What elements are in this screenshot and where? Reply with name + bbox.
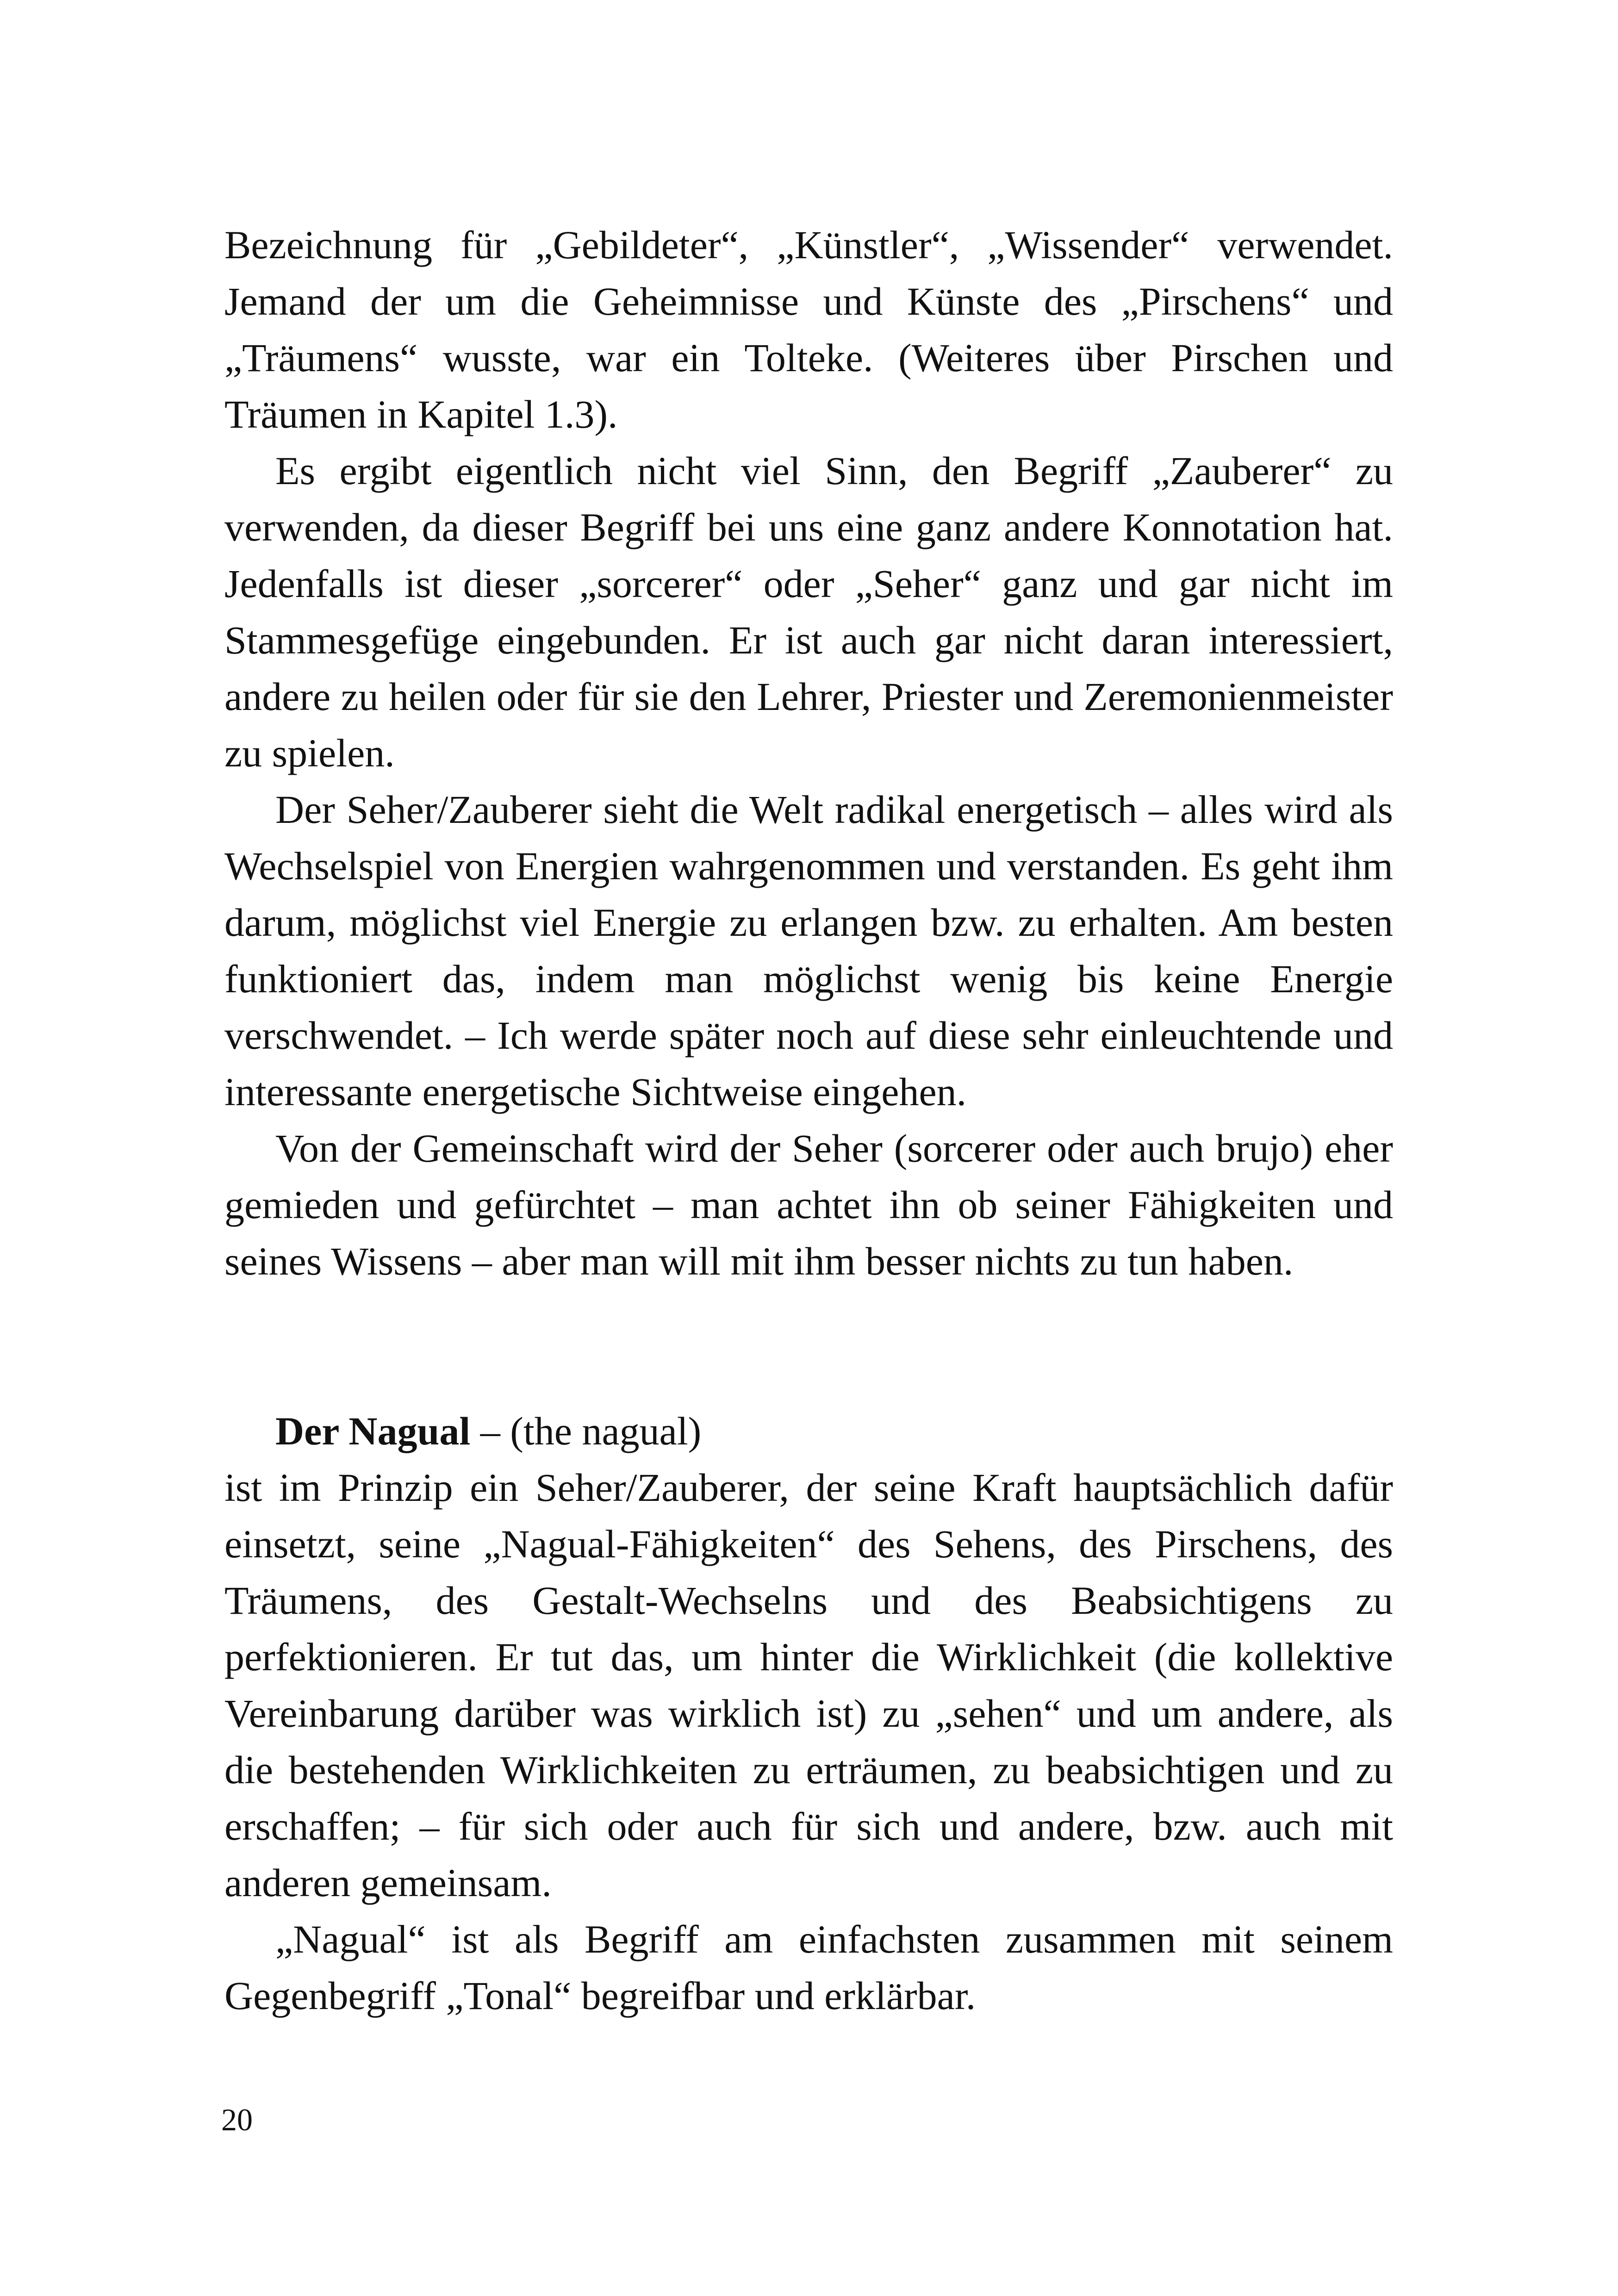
paragraph: „Nagual“ ist als Begriff am einfachsten zusammen mit seinem Gegenbegriff „Tonal“ begreifbar und erklärbar.	[224, 1917, 1393, 2018]
section-heading-title: Der Nagual	[275, 1409, 471, 1453]
page-number: 20	[221, 2102, 253, 2137]
paragraph: Von der Gemeinschaft wird der Seher (sorcerer oder auch brujo) eher gemieden und gefürchtet – man achtet ihn ob seiner Fähigkeiten und seines Wissens – aber man will mit ihm besser nichts zu tun haben.	[224, 1126, 1393, 1283]
section-heading-subtitle: – (the nagual)	[470, 1409, 702, 1453]
paragraph: ist im Prinzip ein Seher/Zauberer, der seine Kraft hauptsächlich dafür einsetzt, seine „Nagual-Fähigkeiten“ des Sehens, des Pirschens, des Träumens, des Gestalt-Wechselns und des Beabsichtigens zu perfektionieren. Er tut das, um hinter die Wirklichkeit (die kollektive Vereinbarung darüber was wirklich ist) zu „sehen“ und um andere, als die bestehenden Wirklichkeiten zu erträumen, zu beabsichtigen und zu erschaffen; – für sich oder auch für sich und andere, bzw. auch mit anderen gemeinsam.	[224, 1465, 1393, 1905]
section-heading	[224, 1403, 1393, 1459]
paragraph: Bezeichnung für „Gebildeter“, „Künstler“, „Wissender“ verwendet. Jemand der um die Geheimnisse und Künste des „Pirschens“ und „Träumens“ wusste, war ein Tolteke. (Weiteres über Pirschen und Träumen in Kapitel 1.3).	[224, 223, 1393, 436]
paragraph: Es ergibt eigentlich nicht viel Sinn, den Begriff „Zauberer“ zu verwenden, da dieser Begriff bei uns eine ganz andere Konnotation hat. Jedenfalls ist dieser „sorcerer“ oder „Seher“ ganz und gar nicht im Stammesgefüge eingebunden. Er ist auch gar nicht daran interessiert, andere zu heilen oder für sie den Lehrer, Priester und Zeremonienmeister zu spielen.	[224, 448, 1393, 775]
paragraph: Der Seher/Zauberer sieht die Welt radikal energetisch – alles wird als Wechselspiel von Energien wahrgenommen und verstanden. Es geht ihm darum, möglichst viel Energie zu erlangen bzw. zu erhalten. Am besten funktioniert das, indem man möglichst wenig bis keine Energie verschwendet. – Ich werde später noch auf diese sehr einleuchtende und interessante energetische Sichtweise eingehen.	[224, 787, 1393, 1114]
body-text-top	[224, 217, 1393, 1289]
section-nagual	[224, 1403, 1393, 2024]
